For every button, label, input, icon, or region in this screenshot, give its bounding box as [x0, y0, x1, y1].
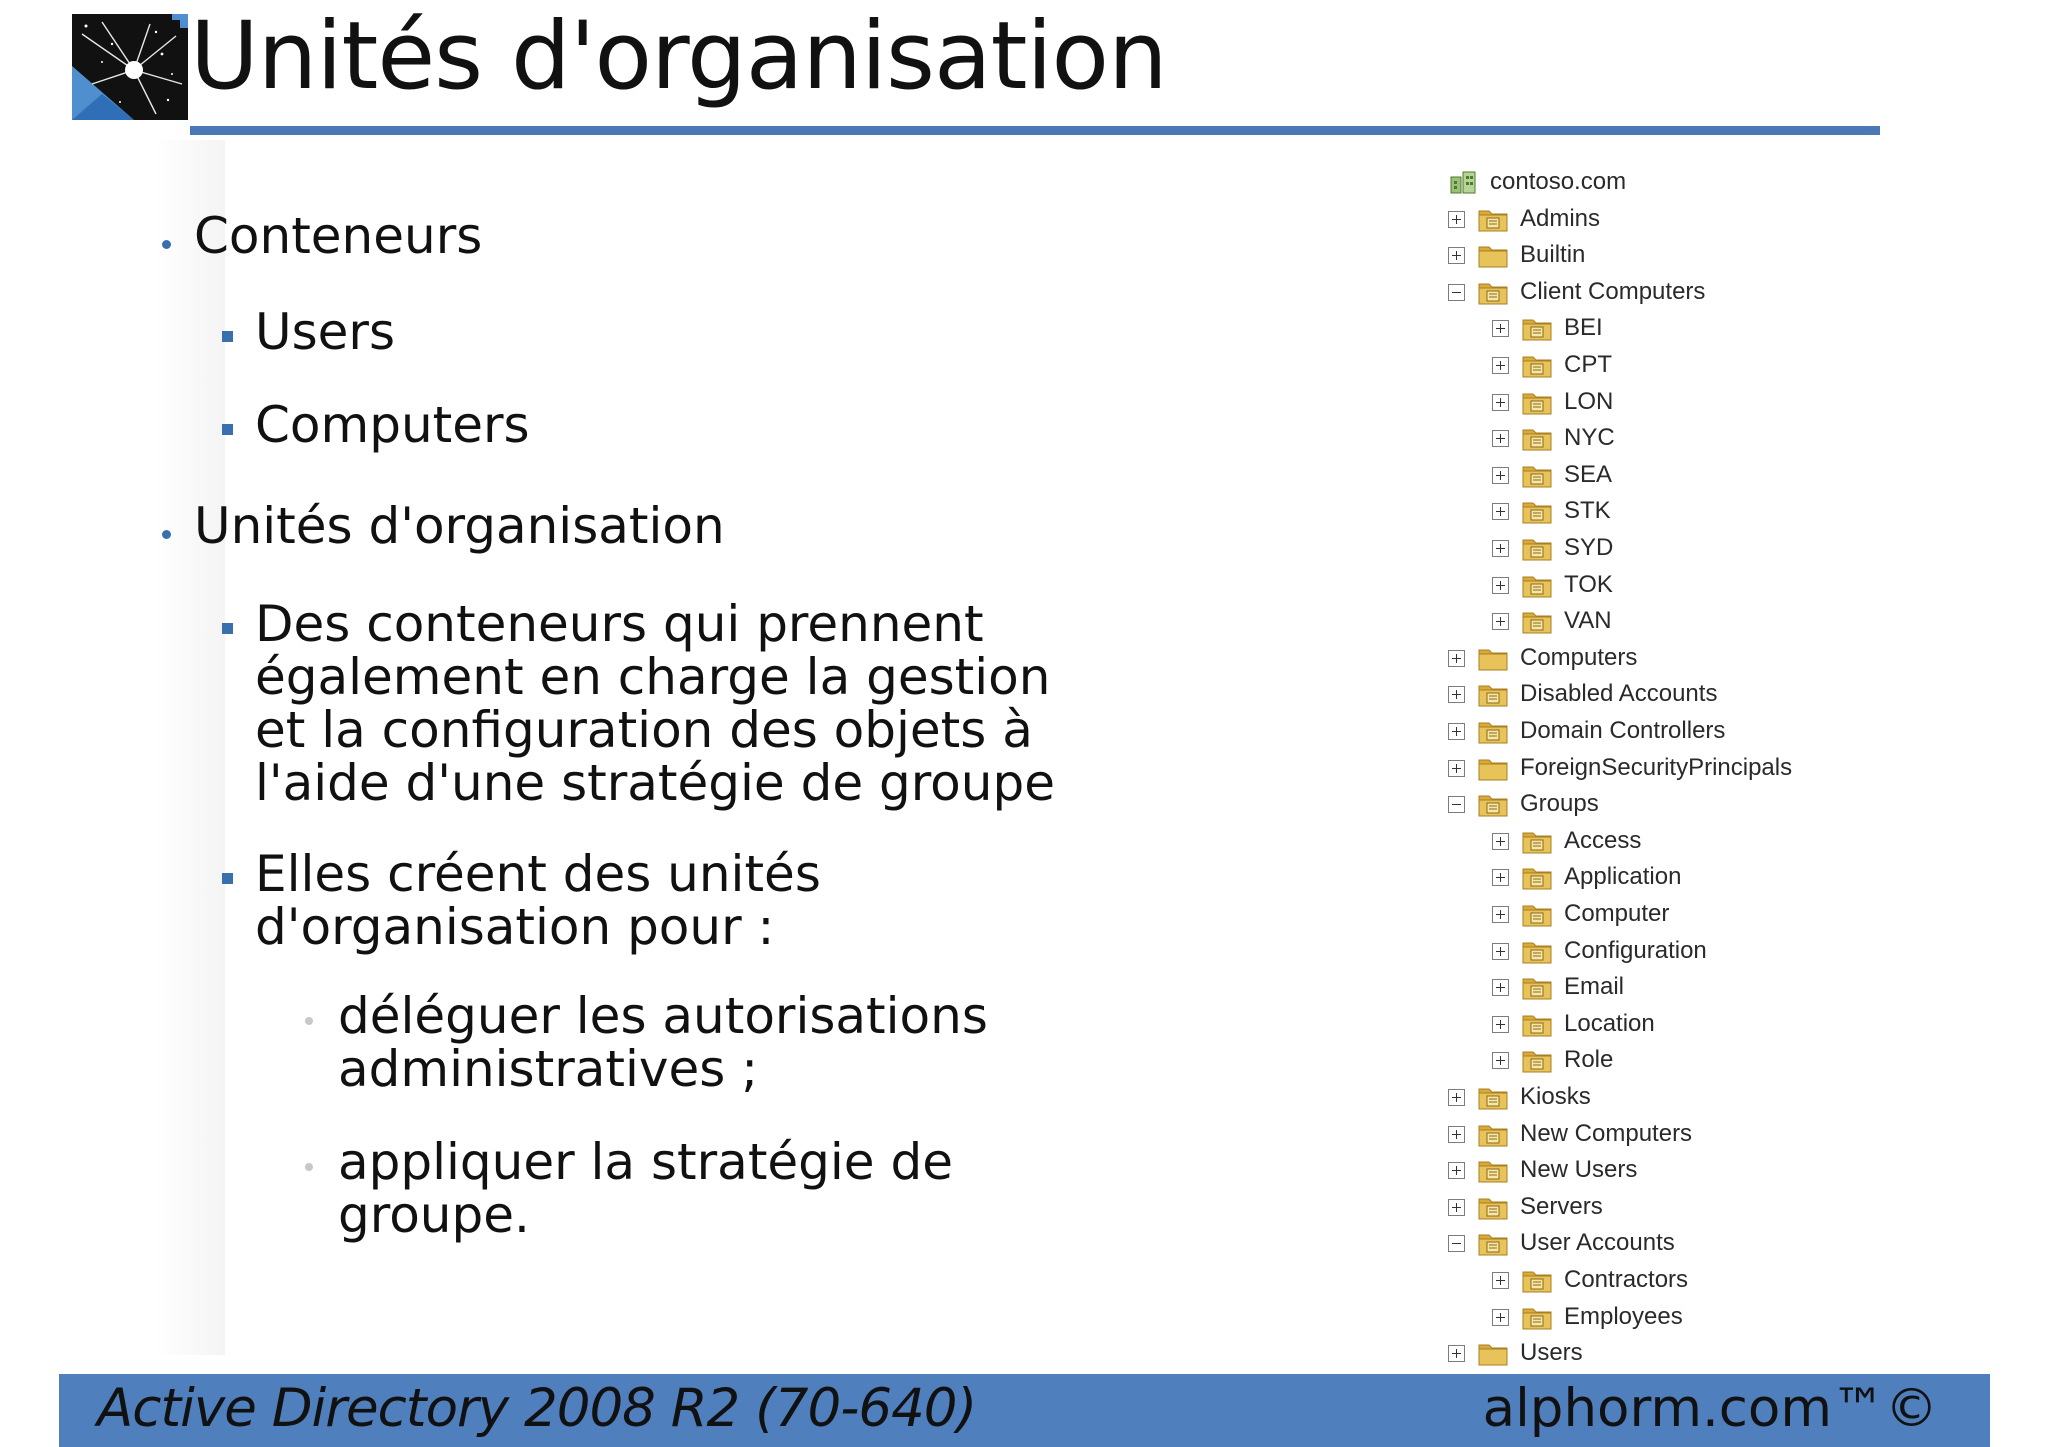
expand-toggle-icon[interactable]	[1492, 613, 1509, 630]
ou-folder-icon	[1522, 462, 1552, 488]
ou-folder-icon	[1522, 974, 1552, 1000]
bullet-dot-small-icon	[305, 1163, 313, 1171]
expand-toggle-icon[interactable]	[1492, 320, 1509, 337]
tree-item-label: contoso.com	[1490, 168, 1627, 195]
bullet-square-icon	[222, 331, 233, 342]
tree-item-label: TOK	[1564, 570, 1613, 598]
alphorm-logo-icon	[72, 14, 188, 120]
tree-item-label: Role	[1564, 1046, 1614, 1074]
expand-toggle-icon[interactable]	[1448, 650, 1465, 667]
tree-item-label: Builtin	[1520, 241, 1586, 269]
expand-toggle-icon[interactable]	[1492, 503, 1509, 520]
footer-bar	[59, 1374, 1990, 1447]
ou-folder-icon	[1478, 1194, 1508, 1220]
expand-toggle-icon[interactable]	[1448, 760, 1465, 777]
bullet-elles-creent: Elles créent des unités d'organisation pour :	[255, 845, 821, 956]
expand-toggle-icon[interactable]	[1448, 211, 1465, 228]
tree-item-label: Disabled Accounts	[1520, 680, 1718, 708]
tree-item-label: Employees	[1564, 1302, 1683, 1330]
title-underline	[190, 126, 1880, 135]
tree-item-label: SYD	[1564, 534, 1614, 561]
folder-icon	[1478, 645, 1508, 671]
tree-item-label: Access	[1564, 826, 1642, 854]
expand-toggle-icon[interactable]	[1492, 979, 1509, 996]
expand-toggle-icon[interactable]	[1492, 869, 1509, 886]
ou-folder-icon	[1522, 608, 1552, 634]
brand-name: alphorm.com™©	[1482, 1378, 1938, 1439]
slide-title: Unités d'organisation	[190, 2, 1167, 111]
ou-folder-icon	[1478, 1121, 1508, 1147]
ou-folder-icon	[1522, 1011, 1552, 1037]
bullet-computers: Computers	[255, 396, 530, 454]
tree-item-label: Computers	[1520, 643, 1638, 671]
bullet-conteneurs: Conteneurs	[194, 207, 483, 265]
tree-item-label: Kiosks	[1520, 1083, 1591, 1110]
expand-toggle-icon[interactable]	[1448, 686, 1465, 703]
ou-folder-icon	[1478, 279, 1508, 305]
folder-icon	[1478, 755, 1508, 781]
tree-item-label: Configuration	[1564, 936, 1707, 964]
course-title: Active Directory 2008 R2 (70-640)	[97, 1378, 977, 1439]
tree-item-label: User Accounts	[1520, 1229, 1675, 1257]
expand-toggle-icon[interactable]	[1492, 577, 1509, 594]
bullet-unites-organisation: Unités d'organisation	[194, 497, 725, 555]
ou-folder-icon	[1522, 389, 1552, 415]
collapse-toggle-icon[interactable]	[1448, 1235, 1465, 1252]
expand-toggle-icon[interactable]	[1492, 1309, 1509, 1326]
tree-item-label: Client Computers	[1520, 277, 1706, 305]
bullet-dot-icon	[162, 240, 171, 249]
ou-folder-icon	[1478, 718, 1508, 744]
bullet-users: Users	[255, 303, 396, 361]
expand-toggle-icon[interactable]	[1492, 430, 1509, 447]
ou-folder-icon	[1478, 1157, 1508, 1183]
expand-toggle-icon[interactable]	[1492, 540, 1509, 557]
bullet-square-icon	[222, 623, 233, 634]
bullet-dot-small-icon	[305, 1017, 313, 1025]
ou-folder-icon	[1522, 535, 1552, 561]
tree-item-label: Contractors	[1564, 1266, 1689, 1293]
tree-item-label: BEI	[1564, 314, 1603, 342]
ou-folder-icon	[1522, 1047, 1552, 1073]
bullet-appliquer: appliquer la stratégie de groupe.	[338, 1133, 953, 1244]
tree-item-label: SEA	[1564, 460, 1613, 488]
tree-item-label: Computer	[1564, 900, 1670, 927]
expand-toggle-icon[interactable]	[1492, 906, 1509, 923]
ou-folder-icon	[1522, 425, 1552, 451]
tree-item-label: CPT	[1564, 351, 1612, 378]
ou-folder-icon	[1522, 572, 1552, 598]
expand-toggle-icon[interactable]	[1492, 467, 1509, 484]
tree-item-label: NYC	[1564, 424, 1615, 452]
tree-item-label: Admins	[1520, 204, 1601, 232]
bullet-dot-icon	[162, 530, 171, 539]
tree-item-label: New Users	[1520, 1156, 1638, 1184]
expand-toggle-icon[interactable]	[1448, 723, 1465, 740]
ou-folder-icon	[1478, 1084, 1508, 1110]
tree-item-label: Domain Controllers	[1520, 717, 1726, 744]
expand-toggle-icon[interactable]	[1492, 357, 1509, 374]
bullet-square-icon	[222, 873, 233, 884]
expand-toggle-icon[interactable]	[1492, 943, 1509, 960]
expand-toggle-icon[interactable]	[1448, 1089, 1465, 1106]
tree-item-label: VAN	[1564, 607, 1612, 635]
tree-item-label: LON	[1564, 387, 1614, 415]
tree-item-label: Groups	[1520, 790, 1599, 818]
tree-item-label: Email	[1564, 973, 1625, 1001]
expand-toggle-icon[interactable]	[1492, 1052, 1509, 1069]
tree-item-label: STK	[1564, 497, 1611, 525]
folder-icon	[1478, 242, 1508, 268]
expand-toggle-icon[interactable]	[1492, 833, 1509, 850]
expand-toggle-icon[interactable]	[1492, 394, 1509, 411]
tree-item-label: ForeignSecurityPrincipals	[1520, 753, 1793, 781]
expand-toggle-icon[interactable]	[1448, 1126, 1465, 1143]
ou-folder-icon	[1522, 1304, 1552, 1330]
tree-item-label: Servers	[1520, 1192, 1603, 1220]
bullet-square-icon	[222, 424, 233, 435]
tree-item-label: Users	[1520, 1339, 1583, 1367]
ou-folder-icon	[1478, 1230, 1508, 1256]
content-shade	[155, 140, 225, 1355]
ou-folder-icon	[1478, 206, 1508, 232]
collapse-toggle-icon[interactable]	[1448, 796, 1465, 813]
expand-toggle-icon[interactable]	[1448, 247, 1465, 264]
expand-toggle-icon[interactable]	[1448, 1162, 1465, 1179]
expand-toggle-icon[interactable]	[1492, 1016, 1509, 1033]
domain-icon	[1448, 169, 1478, 195]
ou-folder-icon	[1522, 828, 1552, 854]
ou-folder-icon	[1522, 352, 1552, 378]
expand-toggle-icon[interactable]	[1448, 1199, 1465, 1216]
folder-icon	[1478, 1340, 1508, 1366]
bullet-des-conteneurs: Des conteneurs qui prennent également en charge la gestion et la configuration des objets à l'aide d'une stratégie de groupe	[255, 595, 1055, 812]
ou-folder-icon	[1522, 315, 1552, 341]
ou-folder-icon	[1522, 901, 1552, 927]
tree-item-label: Location	[1564, 1009, 1655, 1037]
expand-toggle-icon[interactable]	[1492, 1272, 1509, 1289]
ou-folder-icon	[1522, 498, 1552, 524]
ou-folder-icon	[1478, 791, 1508, 817]
ou-folder-icon	[1478, 681, 1508, 707]
tree-item-label: New Computers	[1520, 1119, 1693, 1147]
bullet-deleguer: déléguer les autorisations administratives ;	[338, 987, 988, 1098]
collapse-toggle-icon[interactable]	[1448, 284, 1465, 301]
ou-folder-icon	[1522, 864, 1552, 890]
tree-item-label: Application	[1564, 863, 1682, 891]
ou-folder-icon	[1522, 938, 1552, 964]
expand-toggle-icon[interactable]	[1448, 1345, 1465, 1362]
ou-folder-icon	[1522, 1267, 1552, 1293]
